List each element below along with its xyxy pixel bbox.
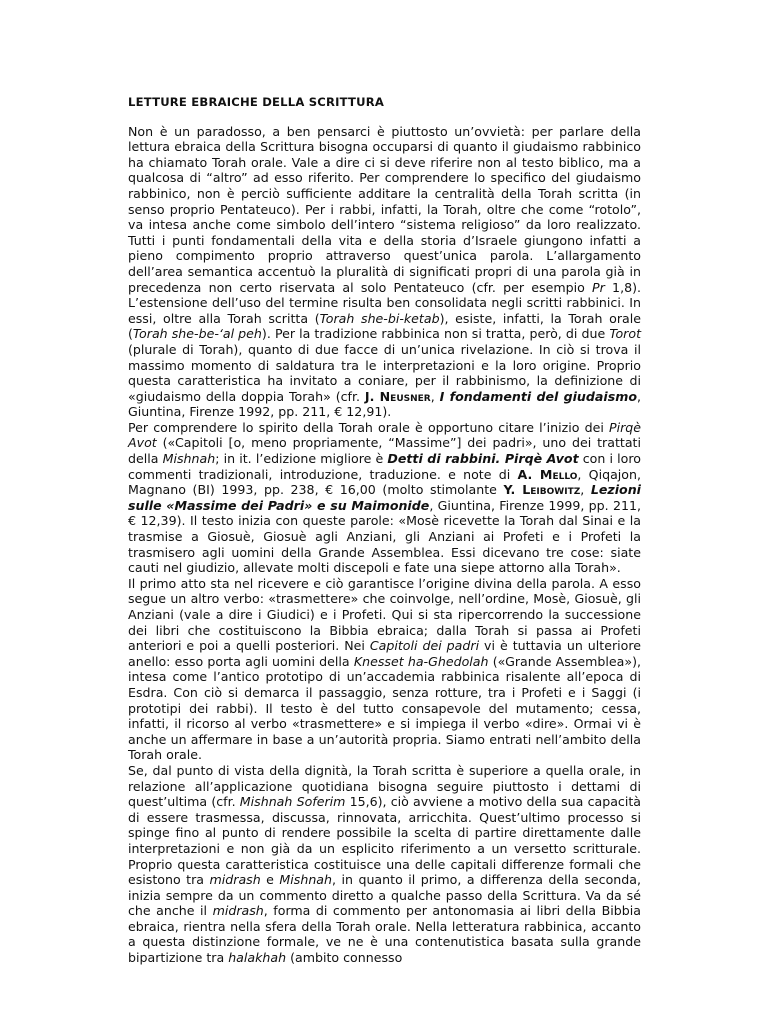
italic-term: Torah she-be-‘al peh: [132, 326, 262, 342]
text-run: , in quanto il primo, a differenza della seconda, inizia sempre da un commento diretto a qualche passo della Scrittura. Va da sé che anche il: [128, 872, 641, 919]
author-name: J. Neusner: [364, 388, 431, 404]
text-run: , Qiqajon, Magnano (BI) 1993, pp. 238, € 16,00 (molto stimolante: [128, 466, 641, 498]
text-run: Il primo atto sta nel ricevere e ciò garantisce l’origine divina della parola. A esso segue un altro verbo: «trasmettere» che coinvolge, nell’ordine, Mosè, Giosuè, gli Anziani (vale a dire i Giudici) e i Profeti. Qui si sta ripercorrendo la successione dei libri che costituiscono la Bibbia ebraica; dalla Torah si passa ai Profeti anteriori e poi a quelli posteriori. Nei: [128, 575, 641, 654]
text-run: Per comprendere lo spirito della Torah orale è opportuno citare l’inizio dei: [128, 419, 609, 435]
book-title: I fondamenti del giudaismo: [439, 388, 637, 404]
text-run: con i loro commenti tradizionali, introduzione, traduzione. e note di: [128, 451, 641, 482]
paragraph-1: [128, 124, 641, 420]
italic-reference: Pr: [592, 279, 605, 295]
text-run: («Grande Assemblea»), intesa come l’antico prototipo di un’accademia rabbinica risalente all’epoca di Esdra. Con ciò si demarca il passaggio, senza rotture, tra i Profeti e i Saggi (i prototipi dei rabbi). Il testo è del tutto consapevole del mutamento; cessa, infatti, il ricorso al verbo «trasmettere» e si impiega il verbo «dire». Ormai vi è anche un affermare in base a un’autorità propria. Siamo entrati nell’ambito della Torah orale.: [128, 653, 642, 763]
text-run: 1,8). L’estensione dell’uso del termine risulta ben consolidata negli scritti rabbinici. In essi, oltre alla Torah scritta (: [128, 279, 641, 326]
author-name: A. Mello: [517, 466, 578, 482]
document-title: LETTURE EBRAICHE DELLA SCRITTURA: [128, 95, 385, 109]
document-page: [128, 95, 641, 966]
text-run: (plurale di Torah), quanto di due facce di un’unica rivelazione. In ciò si trova il massimo momento di saldatura tra le interpretazioni e la loro origine. Proprio questa caratteristica ha invitato a coniare, per il rabbinismo, la definizione di «giudaismo della doppia Torah» (cfr.: [128, 341, 641, 404]
italic-term: Mishnah Soferim: [239, 794, 346, 810]
text-run: Se, dal punto di vista della dignità, la Torah scritta è superiore a quella orale, in relazione all’applicazione quotidiana bisogna seguire piuttosto i dettami di quest’ultima (cfr.: [128, 762, 641, 810]
italic-term: midrash: [209, 872, 261, 888]
italic-term: Capitoli dei padri: [369, 638, 480, 654]
text-run: ,: [430, 388, 440, 404]
paragraph-4: [128, 763, 641, 966]
paragraph-2: [128, 420, 641, 576]
text-run: ), esiste, infatti, la Torah orale (: [128, 310, 641, 342]
text-run: , Giuntina, Firenze 1992, pp. 211, € 12,91).: [128, 388, 642, 420]
author-name: Y. Leibowitz: [503, 482, 581, 498]
italic-term: Torot: [609, 326, 642, 342]
book-title: Detti di rabbini. Pirqè Avot: [387, 451, 579, 467]
text-run: vi è tuttavia un ulteriore anello: esso porta agli uomini della: [128, 638, 642, 669]
italic-term: midrash: [212, 903, 264, 919]
text-run: , forma di commento per antonomasia ai libri della Bibbia ebraica, rientra nella sfera della Torah orale. Nella letteratura rabbinica, accanto a questa distinzione formale, ve ne è una contenutistica basata sulla grande bipartizione tra: [128, 903, 641, 966]
paragraph-3: [128, 576, 641, 763]
text-run: («Capitoli [o, meno propriamente, “Massime”] dei padri», uno dei trattati della: [128, 435, 641, 467]
text-run: ). Per la tradizione rabbinica non si tratta, però, di due: [261, 326, 610, 342]
text-run: ,: [580, 482, 591, 498]
italic-term: Mishnah: [162, 451, 216, 467]
italic-term: Knesset ha-Ghedolah: [353, 653, 489, 669]
text-run: ; in it. l’edizione migliore è: [215, 451, 388, 467]
text-run: , Giuntina, Firenze 1999, pp. 211, € 12,39). Il testo inizia con queste parole: «Mosè ricevette la Torah dal Sinai e la trasmise a Giosuè, Giosuè agli Anziani, gli Anziani ai Profeti e i Profeti la trasmisero agli uomini della Grande Assemblea. Essi dicevano tre cose: siate cauti nel giudizio, allevate molti discepoli e fate una siepe attorno alla Torah».: [128, 497, 641, 576]
text-run: (ambito connesso: [286, 950, 403, 966]
text-run: e: [260, 872, 280, 888]
book-title: Lezioni sulle «Massime dei Padri» e su Maimonide: [128, 482, 641, 513]
italic-term: halakhah: [228, 950, 287, 966]
italic-term: Mishnah: [279, 872, 333, 888]
text-run: Non è un paradosso, a ben pensarci è piuttosto un’ovvietà: per parlare della lettura ebraica della Scrittura bisogna occuparsi di quanto il giudaismo rabbinico ha chiamato Torah orale. Vale a dire ci si deve riferire non al testo biblico, ma a qualcosa di “altro” ad esso riferito. Per comprendere lo specifico del giudaismo rabbinico, non è perciò sufficiente additare la centralità della Torah scritta (in senso proprio Pentateuco). Per i rabbi, infatti, la Torah, oltre che come “rotolo”, va intesa anche come simbolo dell’intero “sistema religioso” da loro realizzato. Tutti i punti fondamentali della vita e della storia d’Israele giungono infatti a pieno compimento proprio attraverso quest’unica parola. L’allargamento dell’area semantica accentuò la pluralità di significati propri di una parola già in precedenza non certo riservata al solo Pentateuco (cfr. per esempio: [128, 123, 641, 295]
text-run: 15,6), ciò avviene a motivo della sua capacità di essere trasmessa, discussa, rinnovata, arricchita. Quest’ultimo processo si spinge fino al punto di rendere possibile la scelta di partire direttamente dalle interpretazioni e non già da un esplicito riferimento a un versetto scritturale. Proprio questa caratteristica costituisce una delle capitali differenze formali che esistono tra: [128, 794, 641, 888]
italic-term: Torah she-bi-ketab: [319, 310, 440, 326]
italic-term: Pirqè Avot: [128, 419, 641, 451]
